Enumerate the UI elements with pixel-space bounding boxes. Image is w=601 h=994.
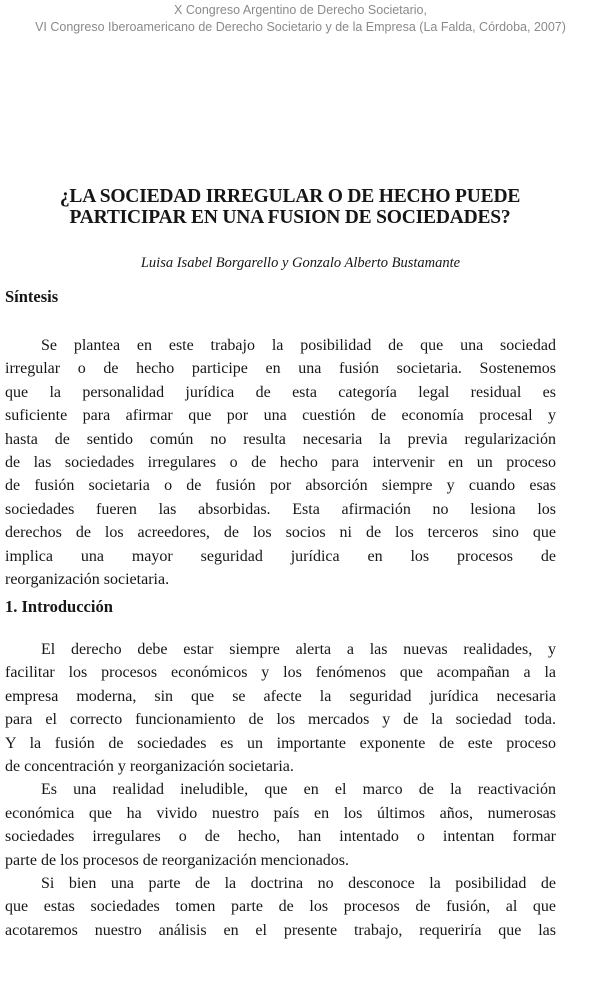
authors: Luisa Isabel Borgarello y Gonzalo Alberto Bustamante bbox=[140, 255, 461, 271]
text-line: Si bien una parte de la doctrina no desconoce la posibilidad de bbox=[41, 874, 556, 892]
section-heading-sintesis: Síntesis bbox=[5, 287, 59, 306]
text-line: irregular o de hecho participe en una fusión societaria. Sostenemos bbox=[5, 360, 556, 378]
text-line: Y la fusión de sociedades es un importante exponente de este proceso bbox=[5, 734, 556, 752]
text-line: sociedades fueren las absorbidas. Esta afirmación no lesiona los bbox=[5, 500, 556, 518]
text-line: de concentración y reorganización societaria. bbox=[5, 757, 294, 775]
sintesis-paragraph bbox=[5, 334, 556, 591]
introduccion-paragraphs bbox=[5, 638, 556, 942]
text-line: reorganización societaria. bbox=[5, 570, 170, 588]
text-line: implica una mayor seguridad jurídica en los procesos de bbox=[5, 547, 556, 565]
text-line: hasta de sentido común no resulta necesaria la previa regularización bbox=[5, 430, 556, 448]
text-line: El derecho debe estar siempre alerta a las nuevas realidades, y bbox=[41, 641, 556, 658]
text-line: que estas sociedades tomen parte de los procesos de fusión, al que bbox=[5, 898, 556, 916]
text-line: que la personalidad jurídica de esta categoría legal residual es bbox=[5, 383, 556, 401]
running-header-line-2: VI Congreso Iberoamericano de Derecho Societario y de la Empresa (La Falda, Córdoba, 2007) bbox=[35, 20, 566, 34]
text-line: económica que ha vivido nuestro país en los últimos años, numerosas bbox=[5, 804, 556, 822]
text-line: empresa moderna, sin que se afecte la seguridad jurídica necesaria bbox=[5, 687, 556, 705]
section-heading-introduccion: 1. Introducción bbox=[5, 597, 113, 616]
paper-title-line-1: ¿LA SOCIEDAD IRREGULAR O DE HECHO PUEDE bbox=[59, 186, 521, 207]
text-line: acotaremos nuestro análisis en el presente trabajo, requeriría que las bbox=[5, 921, 556, 939]
text-line: sociedades irregulares o de hecho, han intentado o intentan formar bbox=[5, 828, 556, 846]
text-line: de fusión societaria o de fusión por absorción siempre y cuando esas bbox=[5, 477, 556, 495]
running-header-line-1: X Congreso Argentino de Derecho Societario, bbox=[174, 3, 427, 17]
text-line: para el correcto funcionamiento de los mercados y de la sociedad toda. bbox=[5, 711, 556, 729]
text-line: suficiente para afirmar que por una cuestión de economía procesal y bbox=[5, 407, 556, 425]
text-line: Es una realidad ineludible, que en el marco de la reactivación bbox=[41, 781, 556, 799]
text-line: facilitar los procesos económicos y los fenómenos que acompañan a la bbox=[5, 664, 556, 682]
text-line: Se plantea en este trabajo la posibilidad de que una sociedad bbox=[41, 337, 556, 354]
text-line: de las sociedades irregulares o de hecho para intervenir en un proceso bbox=[5, 453, 556, 471]
text-line: derechos de los acreedores, de los socios ni de los terceros sino que bbox=[5, 524, 556, 542]
paper-title-line-2: PARTICIPAR EN UNA FUSION DE SOCIEDADES? bbox=[69, 207, 511, 228]
text-line: parte de los procesos de reorganización mencionados. bbox=[5, 851, 350, 869]
